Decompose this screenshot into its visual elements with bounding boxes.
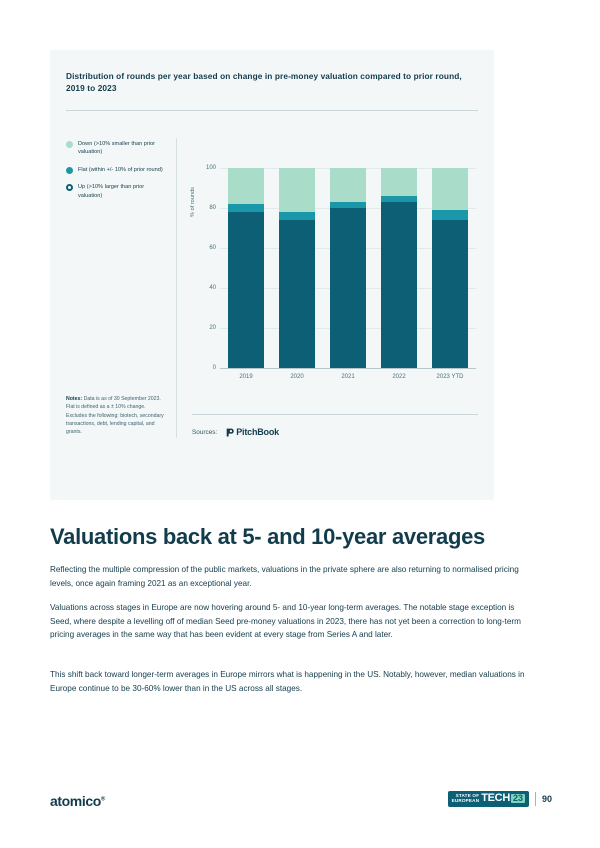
legend-label-flat: Flat (within +/- 10% of prior round)	[78, 166, 163, 173]
bar-segment-down-2023	[432, 168, 468, 210]
bar-segment-down-2020	[279, 168, 315, 212]
bar-segment-flat-2020	[279, 212, 315, 220]
badge-tech: TECH	[481, 792, 510, 804]
x-tick-2021: 2021	[341, 374, 355, 380]
atomico-wordmark: atomico	[50, 793, 101, 809]
badge-line-1: STATE OF	[455, 792, 480, 798]
y-tick-100: 100	[205, 165, 216, 171]
badge-stack	[452, 794, 480, 804]
footer-right	[448, 791, 552, 807]
paragraph-3: This shift back toward longer-term averages in Europe mirrors what is happening in the US. Notably, however, median valuations in Europe continue to be 30-60% lower than in the US across all stages.	[50, 670, 525, 693]
page-number: 90	[541, 793, 552, 804]
legend-item-up[interactable]	[66, 183, 164, 200]
y-tick-20: 20	[209, 325, 216, 331]
x-tick-2020: 2020	[290, 374, 304, 380]
legend-label-down: Down (>10% smaller than prior valuation)	[78, 141, 155, 156]
pitchbook-logo	[225, 427, 279, 437]
bar-segment-up-2019	[228, 212, 264, 368]
legend-item-down[interactable]	[66, 140, 164, 157]
footer-divider	[535, 792, 536, 806]
legend-swatch-down-icon	[66, 141, 73, 148]
bar-segment-down-2021	[330, 168, 366, 202]
chart-notes	[66, 395, 166, 437]
pitchbook-name: PitchBook	[236, 427, 279, 437]
sources-divider	[192, 414, 478, 415]
bar-segment-flat-2019	[228, 204, 264, 212]
y-axis-label: % of rounds	[190, 187, 196, 217]
legend-label-up: Up (>10% larger than prior valuation)	[78, 184, 145, 199]
notes-body: Data is as of 30 September 2023. Flat is defined as a ± 10% change. Excludes the following: biotech, secondary transactions, debt, lending capital, and grants.	[66, 396, 164, 436]
bar-segment-flat-2023	[432, 210, 468, 220]
chart-title: Distribution of rounds per year based on change in pre-money valuation compared to prior round, 2019 to 2023	[66, 71, 462, 94]
legend-item-flat[interactable]	[66, 166, 164, 174]
bar-segment-up-2023	[432, 220, 468, 368]
bar-segment-up-2021	[330, 208, 366, 368]
title-divider	[66, 110, 478, 111]
report-badge	[448, 791, 529, 807]
bar-segment-up-2020	[279, 220, 315, 368]
y-tick-40: 40	[209, 285, 216, 291]
badge-year: 23	[512, 793, 523, 804]
badge-line-2: EUROPEAN	[451, 797, 480, 803]
x-tick-2023ytd: 2023 YTD	[436, 374, 464, 380]
bar-group-2020[interactable]	[279, 146, 315, 368]
x-tick-2019: 2019	[239, 374, 253, 380]
paragraph-2: Valuations across stages in Europe are now hovering around 5- and 10-year long-term averages. The notable stage exception is Seed, where despite a levelling off of median Seed pre-money valuations in 2023, there has not yet been a correction to long-term pricing averages in the same way that has been evident at every stage from Series A and later.	[50, 603, 521, 640]
chart-sources	[192, 427, 279, 437]
chart-card	[50, 50, 494, 500]
atomico-logo	[50, 793, 105, 809]
x-tick-2022: 2022	[392, 374, 406, 380]
bar-group-2022[interactable]	[381, 146, 417, 368]
bar-group-2019[interactable]	[228, 146, 264, 368]
chart-plot-area	[192, 146, 478, 394]
x-axis-line	[220, 368, 476, 369]
bar-segment-down-2019	[228, 168, 264, 204]
pitchbook-mark-icon	[225, 428, 234, 437]
y-tick-0: 0	[212, 365, 216, 371]
registered-mark-icon: ®	[100, 796, 105, 803]
page-title: Valuations back at 5- and 10-year averages	[50, 524, 485, 549]
legend-swatch-up-icon	[66, 184, 73, 191]
paragraph-1: Reflecting the multiple compression of the public markets, valuations in the private sphere are also returning to normalised pricing levels, once again framing 2021 as an exceptional year.	[50, 565, 519, 588]
y-tick-60: 60	[209, 245, 216, 251]
notes-heading: Notes:	[66, 396, 83, 402]
y-tick-80: 80	[209, 205, 216, 211]
bar-segment-down-2022	[381, 168, 417, 196]
bar-group-2021[interactable]	[330, 146, 366, 368]
bar-group-2023ytd[interactable]	[432, 146, 468, 368]
legend-swatch-flat-icon	[66, 167, 73, 174]
bar-segment-up-2022	[381, 202, 417, 368]
chart-legend	[66, 140, 164, 209]
sources-label: Sources:	[192, 428, 218, 436]
legend-divider	[176, 138, 177, 438]
bar-series-container	[220, 146, 476, 368]
